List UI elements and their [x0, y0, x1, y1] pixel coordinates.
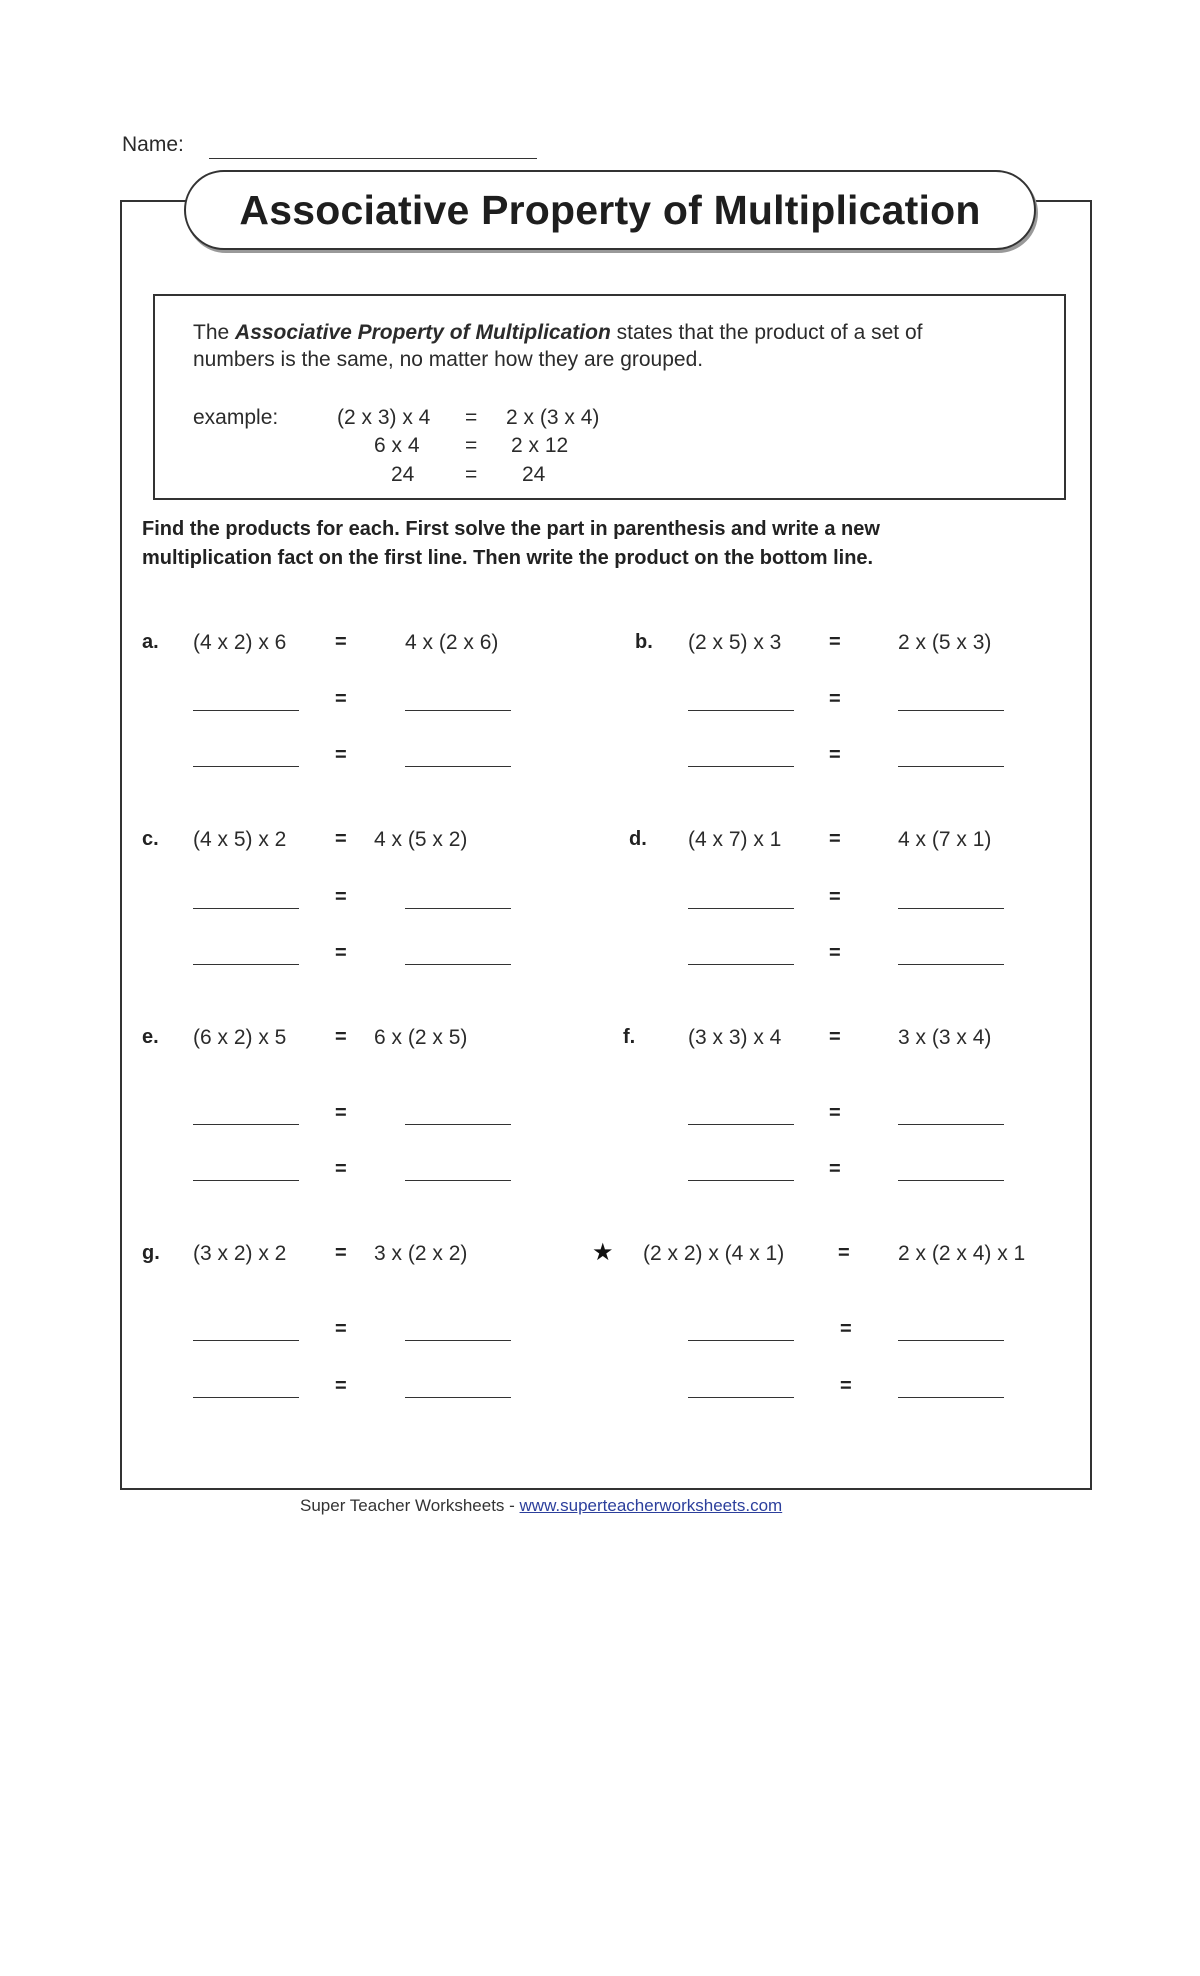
problem-a-eq: =: [335, 631, 347, 653]
answer-blank[interactable]: [898, 710, 1004, 711]
problem-b-label: b.: [635, 631, 653, 653]
answer-blank[interactable]: [688, 766, 794, 767]
problem-b-eq: =: [829, 631, 841, 653]
title-banner: [184, 170, 1036, 250]
blank-eq: =: [829, 744, 841, 766]
answer-blank[interactable]: [405, 1124, 511, 1125]
footer-link[interactable]: www.superteacherworksheets.com: [519, 1496, 783, 1515]
answer-blank[interactable]: [898, 1397, 1004, 1398]
example-row1-right: 2 x (3 x 4): [506, 406, 600, 429]
blank-eq: =: [335, 1318, 347, 1340]
name-label: Name:: [122, 133, 184, 156]
definition-term: Associative Property of Multiplication: [235, 321, 611, 344]
footer: [300, 1496, 782, 1516]
problem-d-label: d.: [629, 828, 647, 850]
problem-d-eq: =: [829, 828, 841, 850]
answer-blank[interactable]: [193, 964, 299, 965]
answer-blank[interactable]: [688, 1340, 794, 1341]
example-row3-left: 24: [391, 463, 415, 486]
problem-f-label: f.: [623, 1026, 636, 1048]
answer-blank[interactable]: [193, 710, 299, 711]
definition-prefix: The: [193, 321, 230, 344]
problem-e-right: 6 x (2 x 5): [374, 1026, 468, 1049]
answer-blank[interactable]: [405, 908, 511, 909]
answer-blank[interactable]: [688, 710, 794, 711]
problem-e-label: e.: [142, 1026, 159, 1048]
example-row3-eq: =: [465, 463, 478, 486]
blank-eq: =: [335, 886, 347, 908]
footer-text: Super Teacher Worksheets -: [300, 1496, 520, 1515]
page-title: Associative Property of Multiplication: [239, 186, 981, 233]
blank-eq: =: [335, 1158, 347, 1180]
answer-blank[interactable]: [193, 1340, 299, 1341]
problem-c-eq: =: [335, 828, 347, 850]
answer-blank[interactable]: [405, 766, 511, 767]
problem-f-right: 3 x (3 x 4): [898, 1026, 992, 1049]
answer-blank[interactable]: [193, 1397, 299, 1398]
problem-e-left: (6 x 2) x 5: [193, 1026, 287, 1049]
blank-eq: =: [335, 744, 347, 766]
blank-eq: =: [829, 1158, 841, 1180]
answer-blank[interactable]: [193, 908, 299, 909]
instructions-line1: Find the products for each. First solve the part in parenthesis and write a new: [142, 518, 880, 540]
problem-a-left: (4 x 2) x 6: [193, 631, 287, 654]
name-blank-line[interactable]: [209, 158, 537, 159]
problem-d-left: (4 x 7) x 1: [688, 828, 782, 851]
blank-eq: =: [335, 688, 347, 710]
example-row1-eq: =: [465, 406, 478, 429]
answer-blank[interactable]: [405, 710, 511, 711]
answer-blank[interactable]: [898, 1124, 1004, 1125]
answer-blank[interactable]: [898, 766, 1004, 767]
problem-f-left: (3 x 3) x 4: [688, 1026, 782, 1049]
frame-top-right-edge: [1036, 200, 1090, 202]
problem-g-right: 3 x (2 x 2): [374, 1242, 468, 1265]
problem-c-left: (4 x 5) x 2: [193, 828, 287, 851]
blank-eq: =: [829, 886, 841, 908]
problem-a-right: 4 x (2 x 6): [405, 631, 499, 654]
instructions: [142, 515, 1042, 573]
answer-blank[interactable]: [898, 964, 1004, 965]
problem-f-eq: =: [829, 1026, 841, 1048]
problem-b-right: 2 x (5 x 3): [898, 631, 992, 654]
problem-star-right: 2 x (2 x 4) x 1: [898, 1242, 1026, 1265]
instructions-line2: multiplication fact on the first line. Then write the product on the bottom line.: [142, 547, 874, 569]
problem-g-left: (3 x 2) x 2: [193, 1242, 287, 1265]
answer-blank[interactable]: [688, 1180, 794, 1181]
answer-blank[interactable]: [405, 1397, 511, 1398]
star-icon: ★: [592, 1239, 614, 1266]
answer-blank[interactable]: [193, 766, 299, 767]
blank-eq: =: [840, 1318, 852, 1340]
example-row3-right: 24: [522, 463, 546, 486]
frame-top-left-edge: [120, 200, 190, 202]
problem-g-eq: =: [335, 1242, 347, 1264]
answer-blank[interactable]: [193, 1180, 299, 1181]
answer-blank[interactable]: [688, 1397, 794, 1398]
definition-line2: numbers is the same, no matter how they are grouped.: [193, 348, 704, 371]
answer-blank[interactable]: [405, 1180, 511, 1181]
blank-eq: =: [335, 1375, 347, 1397]
blank-eq: =: [829, 1102, 841, 1124]
blank-eq: =: [840, 1375, 852, 1397]
problem-star-eq: =: [838, 1242, 850, 1264]
example-row2-eq: =: [465, 434, 478, 457]
definition-rest: states that the product of a set of: [616, 321, 923, 344]
answer-blank[interactable]: [405, 1340, 511, 1341]
answer-blank[interactable]: [688, 908, 794, 909]
problem-g-label: g.: [142, 1242, 160, 1264]
problem-d-right: 4 x (7 x 1): [898, 828, 992, 851]
answer-blank[interactable]: [193, 1124, 299, 1125]
example-row2-right: 2 x 12: [511, 434, 569, 457]
problem-c-right: 4 x (5 x 2): [374, 828, 468, 851]
answer-blank[interactable]: [898, 1180, 1004, 1181]
answer-blank[interactable]: [405, 964, 511, 965]
blank-eq: =: [335, 1102, 347, 1124]
problem-e-eq: =: [335, 1026, 347, 1048]
answer-blank[interactable]: [898, 1340, 1004, 1341]
problem-c-label: c.: [142, 828, 159, 850]
answer-blank[interactable]: [688, 1124, 794, 1125]
blank-eq: =: [335, 942, 347, 964]
answer-blank[interactable]: [898, 908, 1004, 909]
example-label: example:: [193, 406, 279, 429]
blank-eq: =: [829, 688, 841, 710]
definition-text: [193, 319, 1053, 373]
example-row1-left: (2 x 3) x 4: [337, 406, 431, 429]
answer-blank[interactable]: [688, 964, 794, 965]
problem-star-left: (2 x 2) x (4 x 1): [643, 1242, 785, 1265]
problem-a-label: a.: [142, 631, 159, 653]
problem-b-left: (2 x 5) x 3: [688, 631, 782, 654]
example-row2-left: 6 x 4: [374, 434, 420, 457]
blank-eq: =: [829, 942, 841, 964]
